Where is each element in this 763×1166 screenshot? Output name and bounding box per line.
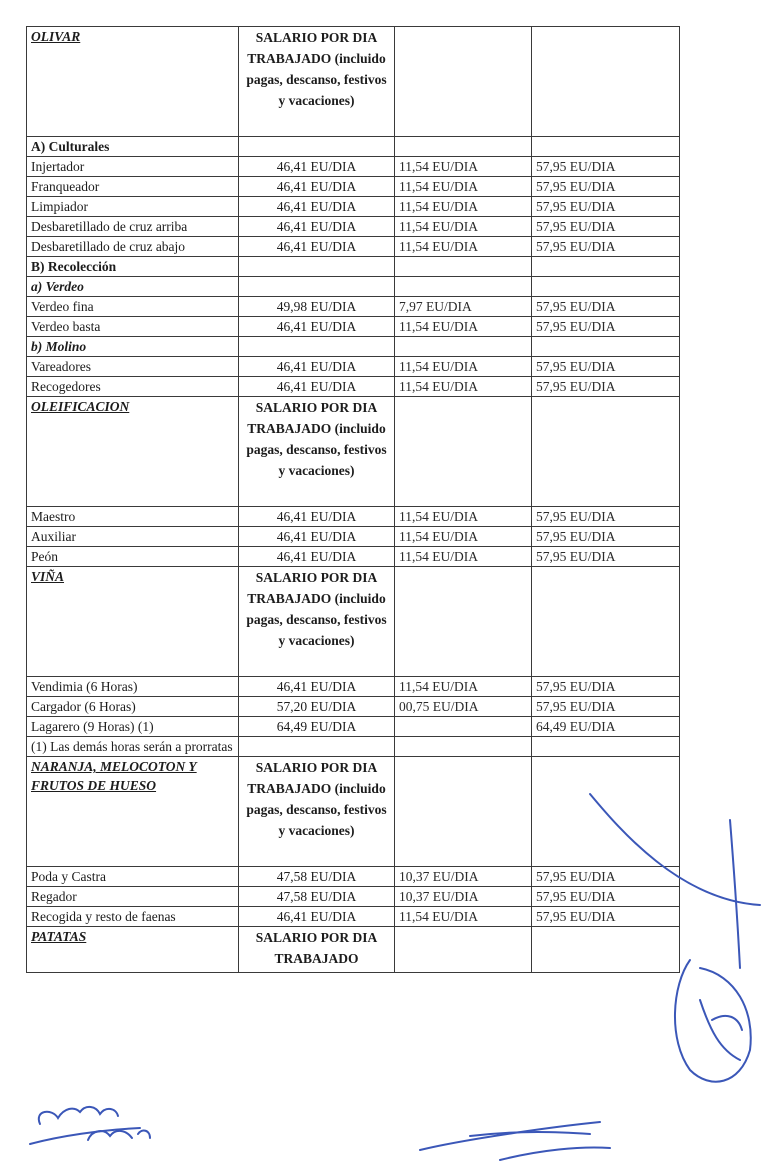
extra-value: 11,54 EU/DIA — [395, 547, 532, 567]
salary-value: 46,41 EU/DIA — [239, 237, 395, 257]
job-name: Regador — [27, 887, 239, 907]
salary-column-header: SALARIO POR DIA TRABAJADO (incluido pagas, descanso, festivos y vacaciones) — [239, 27, 395, 137]
total-value: 57,95 EU/DIA — [532, 907, 680, 927]
salary-value: 46,41 EU/DIA — [239, 377, 395, 397]
extra-value: 11,54 EU/DIA — [395, 907, 532, 927]
total-value: 57,95 EU/DIA — [532, 237, 680, 257]
table-row — [27, 867, 680, 887]
table-row — [27, 507, 680, 527]
section-title-oleificacion: OLEIFICACION — [27, 397, 239, 507]
salary-value: 46,41 EU/DIA — [239, 907, 395, 927]
note-row — [27, 737, 680, 757]
extra-value: 11,54 EU/DIA — [395, 357, 532, 377]
salary-value: 47,58 EU/DIA — [239, 887, 395, 907]
total-value: 57,95 EU/DIA — [532, 697, 680, 717]
table-row — [27, 677, 680, 697]
subcategory-row — [27, 337, 680, 357]
salary-value: 46,41 EU/DIA — [239, 677, 395, 697]
category-label: A) Culturales — [27, 137, 239, 157]
salary-column-header: SALARIO POR DIA TRABAJADO — [239, 927, 395, 973]
category-label: B) Recolección — [27, 257, 239, 277]
total-value: 57,95 EU/DIA — [532, 377, 680, 397]
section-header-naranja — [27, 757, 680, 867]
salary-value: 46,41 EU/DIA — [239, 217, 395, 237]
table-row — [27, 297, 680, 317]
job-name: Desbaretillado de cruz abajo — [27, 237, 239, 257]
salary-value: 46,41 EU/DIA — [239, 357, 395, 377]
salary-value: 49,98 EU/DIA — [239, 297, 395, 317]
extra-value: 00,75 EU/DIA — [395, 697, 532, 717]
table-row — [27, 317, 680, 337]
table-row — [27, 547, 680, 567]
extra-value: 10,37 EU/DIA — [395, 867, 532, 887]
salary-value: 46,41 EU/DIA — [239, 507, 395, 527]
table-row — [27, 377, 680, 397]
salary-value: 46,41 EU/DIA — [239, 527, 395, 547]
subcategory-label: a) Verdeo — [27, 277, 239, 297]
extra-value: 11,54 EU/DIA — [395, 507, 532, 527]
job-name: Franqueador — [27, 177, 239, 197]
salary-column-header: SALARIO POR DIA TRABAJADO (incluido pagas, descanso, festivos y vacaciones) — [239, 397, 395, 507]
job-name: Auxiliar — [27, 527, 239, 547]
extra-value: 11,54 EU/DIA — [395, 237, 532, 257]
section-title-naranja: NARANJA, MELOCOTON Y FRUTOS DE HUESO — [27, 757, 239, 867]
total-value: 57,95 EU/DIA — [532, 297, 680, 317]
extra-value: 11,54 EU/DIA — [395, 177, 532, 197]
salary-value: 46,41 EU/DIA — [239, 197, 395, 217]
total-value: 57,95 EU/DIA — [532, 217, 680, 237]
table-row — [27, 697, 680, 717]
job-name: Desbaretillado de cruz arriba — [27, 217, 239, 237]
table-row — [27, 887, 680, 907]
extra-value: 11,54 EU/DIA — [395, 317, 532, 337]
section-title-olivar: OLIVAR — [27, 27, 239, 137]
extra-value: 11,54 EU/DIA — [395, 677, 532, 697]
salary-value: 47,58 EU/DIA — [239, 867, 395, 887]
salary-value: 57,20 EU/DIA — [239, 697, 395, 717]
extra-value — [395, 717, 532, 737]
table-row — [27, 357, 680, 377]
job-name: Verdeo basta — [27, 317, 239, 337]
total-value: 57,95 EU/DIA — [532, 677, 680, 697]
bottom-center-signature — [420, 1122, 610, 1160]
salary-column-header: SALARIO POR DIA TRABAJADO (incluido pagas, descanso, festivos y vacaciones) — [239, 757, 395, 867]
empty-cell — [395, 27, 532, 137]
job-name: Lagarero (9 Horas) (1) — [27, 717, 239, 737]
section-title-patatas: PATATAS — [27, 927, 239, 973]
job-name: Recogedores — [27, 377, 239, 397]
extra-value: 11,54 EU/DIA — [395, 197, 532, 217]
category-row — [27, 257, 680, 277]
job-name: Cargador (6 Horas) — [27, 697, 239, 717]
table-row — [27, 217, 680, 237]
footnote: (1) Las demás horas serán a prorratas — [27, 737, 239, 757]
total-value: 57,95 EU/DIA — [532, 867, 680, 887]
extra-value: 7,97 EU/DIA — [395, 297, 532, 317]
total-value: 57,95 EU/DIA — [532, 547, 680, 567]
table-row — [27, 527, 680, 547]
extra-value: 11,54 EU/DIA — [395, 217, 532, 237]
job-name: Injertador — [27, 157, 239, 177]
table-row — [27, 907, 680, 927]
job-name: Verdeo fina — [27, 297, 239, 317]
salary-column-header: SALARIO POR DIA TRABAJADO (incluido pagas, descanso, festivos y vacaciones) — [239, 567, 395, 677]
total-value: 57,95 EU/DIA — [532, 357, 680, 377]
salary-value: 46,41 EU/DIA — [239, 547, 395, 567]
total-value: 57,95 EU/DIA — [532, 157, 680, 177]
section-header-olivar — [27, 27, 680, 137]
extra-value: 10,37 EU/DIA — [395, 887, 532, 907]
job-name: Maestro — [27, 507, 239, 527]
section-header-patatas — [27, 927, 680, 973]
subcategory-label: b) Molino — [27, 337, 239, 357]
total-value: 57,95 EU/DIA — [532, 197, 680, 217]
empty-cell — [532, 27, 680, 137]
job-name: Recogida y resto de faenas — [27, 907, 239, 927]
category-row — [27, 137, 680, 157]
extra-value: 11,54 EU/DIA — [395, 377, 532, 397]
total-value: 57,95 EU/DIA — [532, 317, 680, 337]
salary-table — [26, 26, 680, 973]
total-value: 57,95 EU/DIA — [532, 177, 680, 197]
salary-value: 46,41 EU/DIA — [239, 177, 395, 197]
salary-value: 46,41 EU/DIA — [239, 317, 395, 337]
table-row — [27, 237, 680, 257]
table-row — [27, 157, 680, 177]
section-header-vina — [27, 567, 680, 677]
salary-value: 64,49 EU/DIA — [239, 717, 395, 737]
section-title-vina: VIÑA — [27, 567, 239, 677]
job-name: Vareadores — [27, 357, 239, 377]
total-value: 57,95 EU/DIA — [532, 887, 680, 907]
extra-value: 11,54 EU/DIA — [395, 527, 532, 547]
table-row — [27, 717, 680, 737]
extra-value: 11,54 EU/DIA — [395, 157, 532, 177]
left-signature — [30, 1107, 150, 1144]
job-name: Poda y Castra — [27, 867, 239, 887]
table-row — [27, 197, 680, 217]
table-row — [27, 177, 680, 197]
job-name: Peón — [27, 547, 239, 567]
job-name: Limpiador — [27, 197, 239, 217]
total-value: 57,95 EU/DIA — [532, 527, 680, 547]
total-value: 64,49 EU/DIA — [532, 717, 680, 737]
section-header-oleificacion — [27, 397, 680, 507]
total-value: 57,95 EU/DIA — [532, 507, 680, 527]
salary-value: 46,41 EU/DIA — [239, 157, 395, 177]
job-name: Vendimia (6 Horas) — [27, 677, 239, 697]
subcategory-row — [27, 277, 680, 297]
